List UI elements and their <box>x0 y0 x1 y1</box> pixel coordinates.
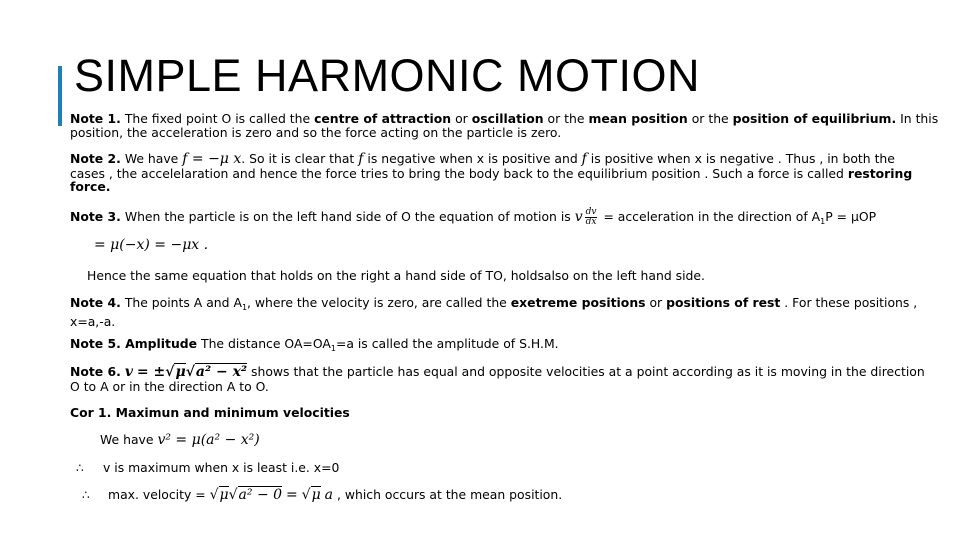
note-2-term-restoring: restoring <box>847 165 913 181</box>
note-1-text: or <box>455 111 468 126</box>
note-4-line-2: x=a,-a. <box>70 313 116 329</box>
note-2-term-force: force. <box>70 179 111 194</box>
cor-1-heading-text: Cor 1. Maximun and minimum velocities <box>70 405 350 420</box>
therefore-icon: ∴ <box>76 461 84 475</box>
note-2-line-2: cases , the accelelaration and hence the force tries to bring the body back to the equilibrium position . Such a force is called <box>70 165 844 181</box>
note-6-text: shows that the particle has equal and opposite velocities at a point according as it is moving in the direction <box>251 364 925 379</box>
note-4-text: , where the velocity is zero, are called the <box>247 295 507 310</box>
note-4-text: . For these positions , <box>784 295 918 310</box>
sqrt-icon: √ <box>301 487 311 503</box>
note-3-label: Note 3. <box>70 209 121 224</box>
slide-title: SIMPLE HARMONIC MOTION <box>74 50 701 101</box>
sqrt-icon: √ <box>185 364 195 380</box>
note-1-text: or the <box>547 111 585 126</box>
note-1 <box>70 112 940 139</box>
note-1-term-oscillation: oscillation <box>471 111 544 126</box>
cor-1-maximum-line <box>103 461 960 475</box>
sqrt-icon: √ <box>209 487 219 503</box>
note-3-text: = acceleration in the direction of A <box>603 209 821 224</box>
note-1-text: The fixed point O is called the <box>124 111 311 126</box>
note-1-term-centre: centre of attraction <box>314 111 452 126</box>
cor-1-equation: v² = μ(a² − x²) <box>157 432 260 448</box>
note-3 <box>70 208 940 229</box>
subscript: 1 <box>241 303 248 312</box>
note-2-text: is positive when x is negative . Thus , in both the <box>590 151 895 166</box>
note-3-equation-text: = μ(−x) = −μx . <box>94 237 209 253</box>
note-4-text: or <box>649 295 663 310</box>
note-1-label: Note 1. <box>70 111 121 126</box>
max-velocity-tail: , which occurs at the mean position. <box>336 487 563 502</box>
note-1-term-equilibrium: position of equilibrium. <box>732 111 897 126</box>
note-3-hence-text: Hence the same equation that holds on the right a hand side of TO, holdsalso on the left hand side. <box>87 268 705 283</box>
note-2 <box>70 152 940 194</box>
note-2-label: Note 2. <box>70 151 121 166</box>
note-5-text: =a is called the amplitude of S.H.M. <box>335 336 559 351</box>
cor-1-maximum-text: v is maximum when x is least i.e. x=0 <box>103 460 340 475</box>
therefore-icon: ∴ <box>82 488 90 502</box>
note-1-term-mean: mean position <box>588 111 688 126</box>
fraction-denominator: dx <box>585 217 597 227</box>
cor-1-we-have <box>100 433 960 448</box>
note-4 <box>70 296 940 328</box>
note-3-equation <box>94 239 960 253</box>
subscript: 1 <box>330 344 336 353</box>
note-2-text: We have <box>124 151 179 166</box>
note-4-term-extreme: exetreme positions <box>510 295 646 310</box>
note-3-text: P = μOP <box>825 209 877 224</box>
note-6-mu: μ <box>175 364 186 380</box>
note-6-symbol-v: v <box>124 364 133 380</box>
note-6-radicand: a² − x² <box>195 364 248 380</box>
sqrt-icon: √ <box>165 364 175 380</box>
note-6 <box>70 365 940 393</box>
note-5 <box>70 337 940 356</box>
note-2-text: . So it is clear that <box>241 151 355 166</box>
note-3-symbol-v: v <box>574 209 583 225</box>
note-1-text: In this <box>900 111 939 126</box>
sqrt-icon: √ <box>228 487 238 503</box>
note-5-text: The distance OA=OA <box>201 336 331 351</box>
cor-1-we-have-text: We have <box>100 432 154 447</box>
note-2-symbol-f: f <box>581 151 587 167</box>
title-accent-bar <box>58 66 62 126</box>
note-4-term-rest: positions of rest <box>666 295 781 310</box>
max-velocity-radicand: a² − 0 <box>238 487 283 503</box>
note-3-hence <box>87 269 957 283</box>
note-2-symbol-f: f <box>358 151 364 167</box>
note-4-text: The points A and A <box>124 295 242 310</box>
max-velocity-a: a <box>324 487 334 503</box>
note-6-label: Note 6. <box>70 364 121 379</box>
max-velocity-label: max. velocity = <box>108 487 206 502</box>
note-3-text: When the particle is on the left hand side of O the equation of motion is <box>124 209 571 224</box>
note-6-plus-minus: = ± <box>136 364 166 380</box>
note-1-line-2: position, the acceleration is zero and so the force acting on the particle is zero. <box>70 124 562 140</box>
note-6-line-2: O to A or in the direction A to O. <box>70 378 269 394</box>
max-velocity-mu: μ <box>219 487 229 503</box>
note-3-fraction <box>585 208 598 227</box>
note-2-formula: f = −μ x <box>182 151 242 167</box>
max-velocity-equals: = <box>285 487 298 503</box>
note-2-text: is negative when x is positive and <box>367 151 578 166</box>
cor-1-max-velocity <box>108 488 960 503</box>
note-4-label: Note 4. <box>70 295 121 310</box>
subscript: 1 <box>820 217 826 226</box>
cor-1-heading <box>70 406 940 420</box>
note-1-text: or the <box>691 111 729 126</box>
max-velocity-mu: μ <box>311 487 321 503</box>
note-5-label: Note 5. Amplitude <box>70 336 198 351</box>
fraction-numerator: dv <box>585 207 597 217</box>
